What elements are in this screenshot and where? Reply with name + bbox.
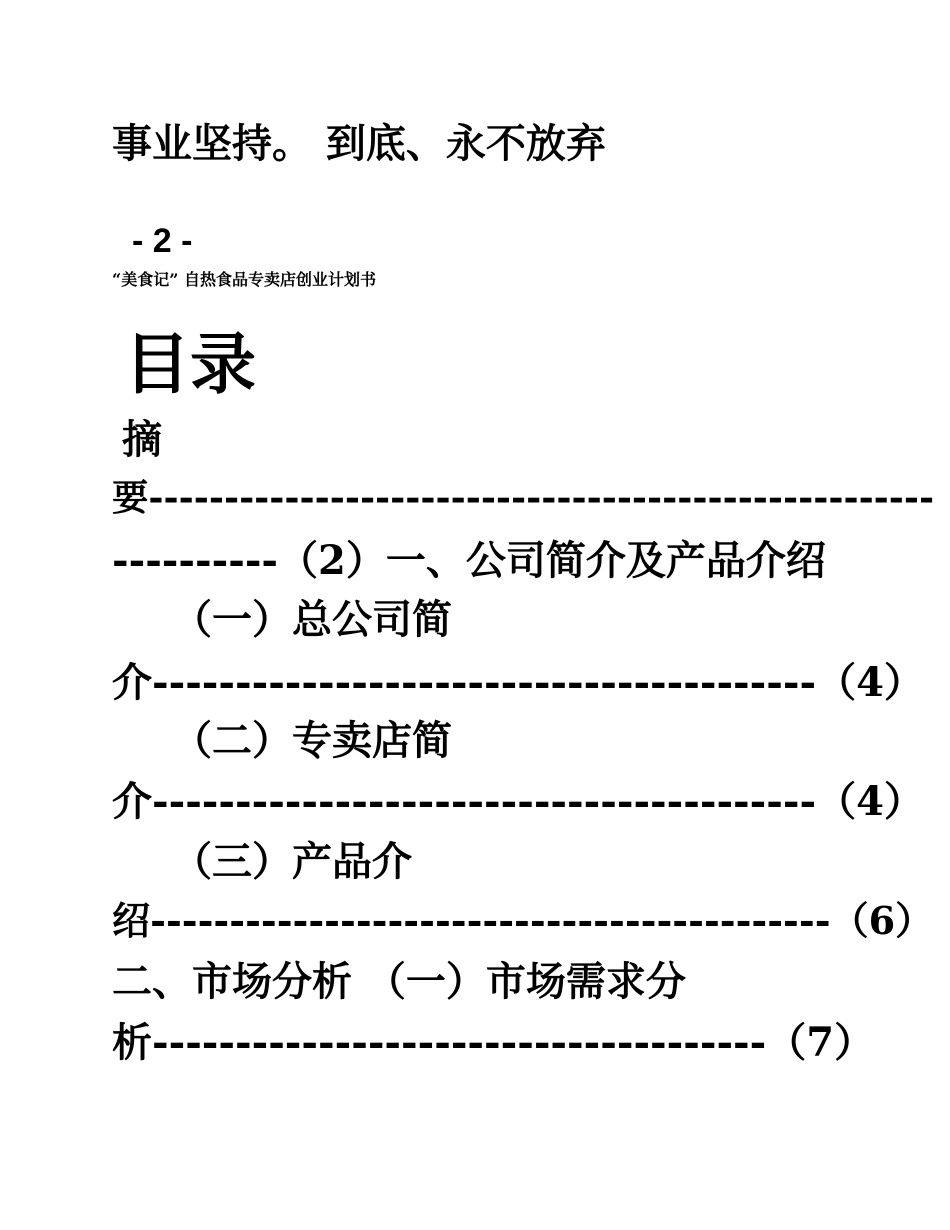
toc-line: 绍-------------------------------------------（6） bbox=[112, 898, 934, 943]
toc-line: 介----------------------------------------（4） bbox=[112, 778, 924, 825]
toc-line: （二）专卖店简 bbox=[172, 717, 452, 764]
page-number: - 2 - bbox=[132, 222, 193, 260]
toc-line: 二、市场分析 （一）市场需求分 bbox=[112, 958, 686, 1005]
toc-title: 目录 bbox=[124, 325, 256, 403]
toc-line: 介----------------------------------------（4） bbox=[112, 659, 924, 706]
toc-line: 析-------------------------------------（7） bbox=[112, 1019, 875, 1066]
toc-line: 摘 bbox=[122, 416, 162, 463]
toc-line: ----------（2）一、公司简介及产品介绍 bbox=[112, 537, 826, 584]
toc-line: （三）产品介 bbox=[172, 838, 412, 885]
toc-line: （一）总公司简 bbox=[172, 596, 452, 643]
running-header: “美食记” 自热食品专卖店创业计划书 bbox=[112, 270, 376, 289]
continuation-text: 事业坚持。 到底、永不放弃 bbox=[112, 120, 606, 167]
toc-line: 要---------------------------------------------------- bbox=[112, 476, 935, 519]
